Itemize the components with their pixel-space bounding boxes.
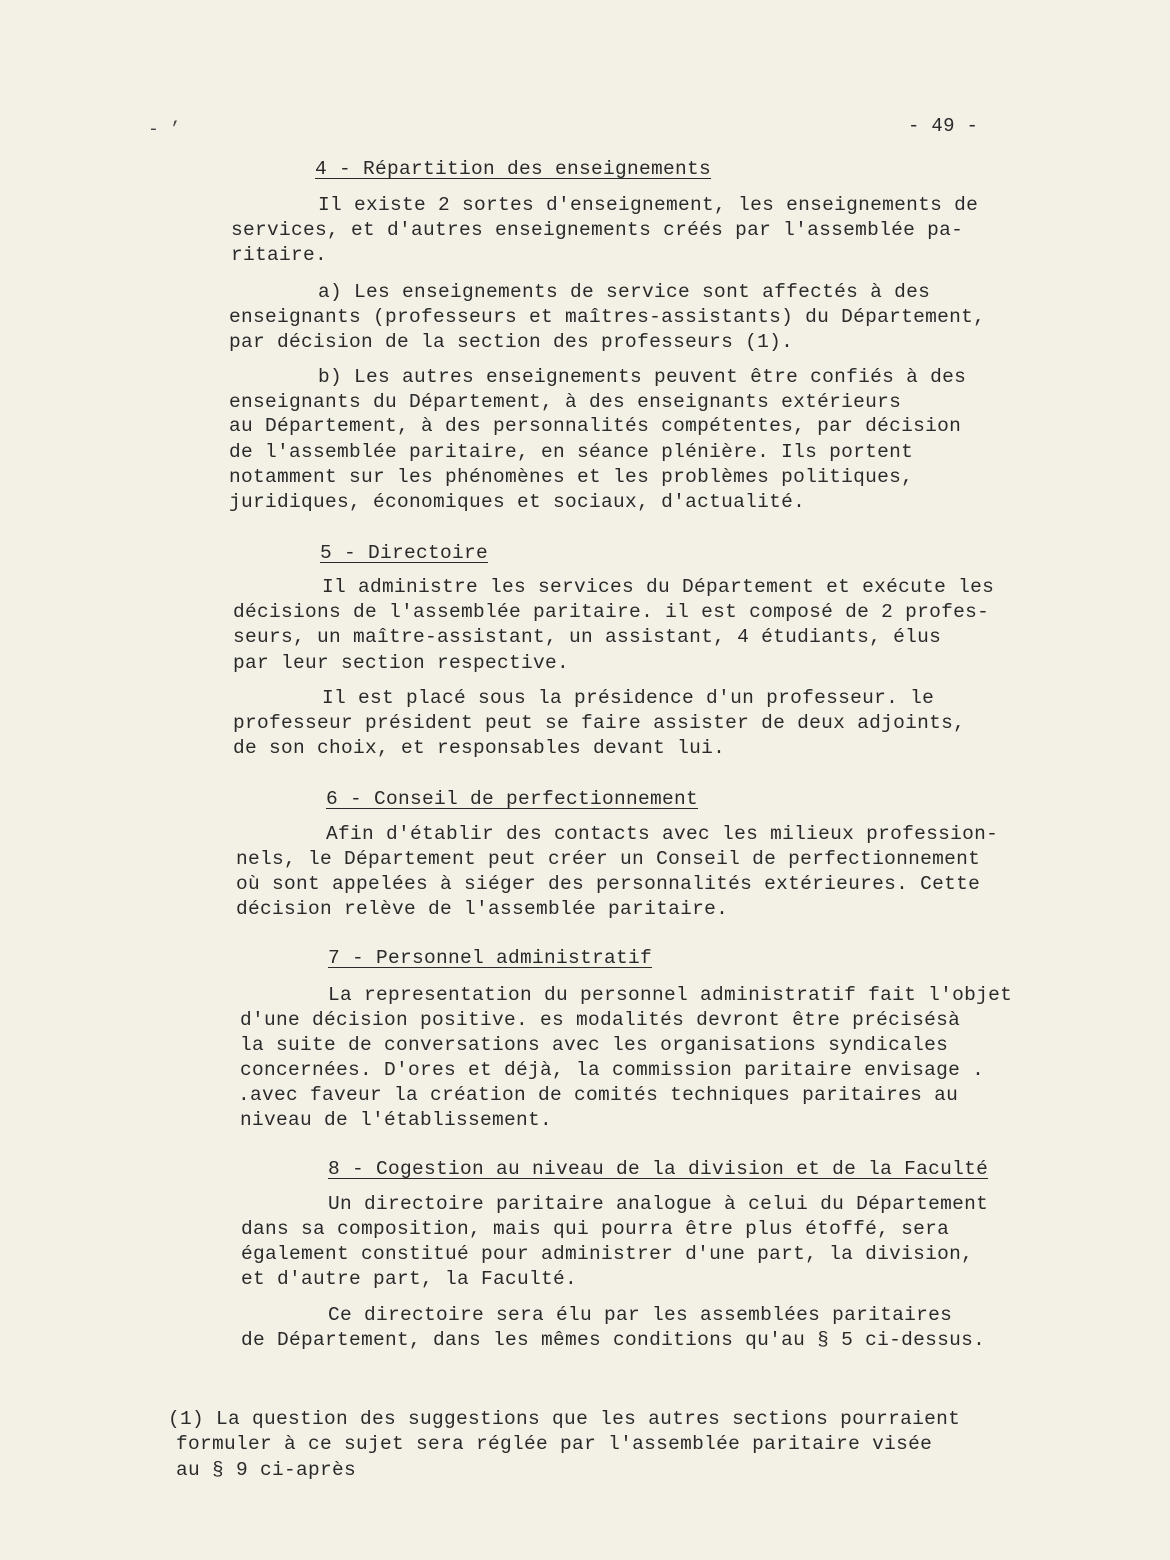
section-7-line: .avec faveur la création de comités techniques paritaires au bbox=[238, 1084, 959, 1106]
section-5-line: Il administre les services du Département et exécute les bbox=[322, 576, 995, 598]
section-4-line: a) Les enseignements de service sont affectés à des bbox=[318, 281, 931, 303]
section-8-line: Ce directoire sera élu par les assemblées paritaires bbox=[328, 1304, 953, 1326]
section-5-line: seurs, un maître-assistant, un assistant, 4 étudiants, élus bbox=[233, 626, 942, 648]
section-4-line: Il existe 2 sortes d'enseignement, les enseignements de bbox=[318, 194, 979, 216]
page-number: - 49 - bbox=[908, 115, 979, 137]
section-8-line: et d'autre part, la Faculté. bbox=[241, 1268, 578, 1290]
section-7-line: La representation du personnel administratif fait l'objet bbox=[328, 984, 1013, 1006]
section-7-line: concernées. D'ores et déjà, la commission paritaire envisage . bbox=[240, 1059, 985, 1081]
section-6-line: nels, le Département peut créer un Conseil de perfectionnement bbox=[236, 848, 981, 870]
section-5-heading: 5 - Directoire bbox=[320, 542, 489, 564]
section-7-heading: 7 - Personnel administratif bbox=[328, 947, 653, 969]
section-8-line: de Département, dans les mêmes conditions qu'au § 5 ci-dessus. bbox=[241, 1329, 986, 1351]
section-6-heading: 6 - Conseil de perfectionnement bbox=[326, 788, 699, 810]
section-4-line: de l'assemblée paritaire, en séance plénière. Ils portent bbox=[229, 441, 914, 463]
section-4-line: notamment sur les phénomènes et les problèmes politiques, bbox=[229, 466, 914, 488]
section-4-line: services, et d'autres enseignements créés par l'assemblée pa- bbox=[231, 219, 964, 241]
footnote-line: (1) La question des suggestions que les autres sections pourraient bbox=[168, 1408, 961, 1430]
section-8-line: Un directoire paritaire analogue à celui du Département bbox=[328, 1193, 989, 1215]
footnote-line: formuler à ce sujet sera réglée par l'assemblée paritaire visée bbox=[176, 1433, 933, 1455]
footnote-line: au § 9 ci-après bbox=[176, 1459, 357, 1481]
section-4-line: ritaire. bbox=[231, 244, 328, 266]
section-4-line: par décision de la section des professeurs (1). bbox=[229, 331, 794, 353]
section-7-line: niveau de l'établissement. bbox=[240, 1109, 553, 1131]
document-page: - ’ - 49 - 4 - Répartition des enseignements Il existe 2 sortes d'enseignement, les enseignements de services, et d'autres enseignements créés par l'assemblée pa- ritaire. a) Les enseignements de service sont affectés à des enseignants (professeurs et maîtres-assistants) du Département, par décision de la section des professeurs (1). b) Les autres enseignements peuvent être confiés à des enseignants du Département, à des enseignants extérieurs au Département, à des personnalités compétentes, par décision de l'assemblée paritaire, en séance plénière. Ils portent notamment sur les phénomènes et les problèmes politiques, juridiques, économiques et sociaux, d'actualité. 5 - Directoire Il administre les services du Département et exécute les décisions de l'assemblée paritaire. il est composé de 2 profes- seurs, un maître-assistant, un assistant, 4 étudiants, élus par leur section respective. Il est placé sous la présidence d'un professeur. le professeur président peut se faire assister de deux adjoints, de son choix, et responsables devant lui. 6 - Conseil de perfectionnement Afin d'établir des contacts avec les milieux profession- nels, le Département peut créer un Conseil de perfectionnement où sont appelées à siéger des personnalités extérieures. Cette décision relève de l'assemblée paritaire. 7 - Personnel administratif La representation du personnel administratif fait l'objet d'une décision positive. es modalités devront être précisésà la suite de conversations avec les organisations syndicales concernées. D'ores et déjà, la commission paritaire envisage . .avec faveur la création de comités techniques paritaires au niveau de l'établissement. 8 - Cogestion au niveau de la division et de la Faculté Un directoire paritaire analogue à celui du Département dans sa composition, mais qui pourra être plus étoffé, sera également constitué pour administrer d'une part, la division, et d'autre part, la Faculté. Ce directoire sera élu par les assemblées paritaires de Département, dans les mêmes conditions qu'au § 5 ci-dessus. (1) La question des suggestions que les autres sections pourraient formuler à ce sujet sera réglée par l'assemblée paritaire visée au § 9 ci-après bbox=[148, 115, 1013, 1481]
section-7-line: d'une décision positive. es modalités devront être précisésà bbox=[240, 1009, 961, 1031]
section-4-line: enseignants du Département, à des enseignants extérieurs bbox=[229, 391, 902, 413]
section-6-line: où sont appelées à siéger des personnalités extérieures. Cette bbox=[236, 873, 981, 895]
section-8-line: dans sa composition, mais qui pourra être plus étoffé, sera bbox=[241, 1218, 950, 1240]
section-4-line: au Département, à des personnalités compétentes, par décision bbox=[229, 415, 962, 437]
section-5-line: professeur président peut se faire assister de deux adjoints, bbox=[233, 712, 966, 734]
section-4-heading: 4 - Répartition des enseignements bbox=[315, 158, 712, 180]
section-5-line: de son choix, et responsables devant lui. bbox=[233, 737, 726, 759]
section-6-line: décision relève de l'assemblée paritaire. bbox=[236, 898, 729, 920]
section-8-heading: 8 - Cogestion au niveau de la division et de la Faculté bbox=[328, 1158, 989, 1180]
section-6-line: Afin d'établir des contacts avec les milieux profession- bbox=[326, 823, 999, 845]
section-7-line: la suite de conversations avec les organisations syndicales bbox=[240, 1034, 949, 1056]
section-8-line: également constitué pour administrer d'une part, la division, bbox=[241, 1243, 974, 1265]
section-5-line: par leur section respective. bbox=[233, 652, 570, 674]
section-4-line: enseignants (professeurs et maîtres-assistants) du Département, bbox=[229, 306, 986, 328]
section-4-line: juridiques, économiques et sociaux, d'actualité. bbox=[229, 491, 806, 513]
section-5-line: Il est placé sous la présidence d'un professeur. le bbox=[322, 687, 935, 709]
section-5-line: décisions de l'assemblée paritaire. il est composé de 2 profes- bbox=[233, 601, 990, 623]
section-4-line: b) Les autres enseignements peuvent être confiés à des bbox=[318, 366, 967, 388]
